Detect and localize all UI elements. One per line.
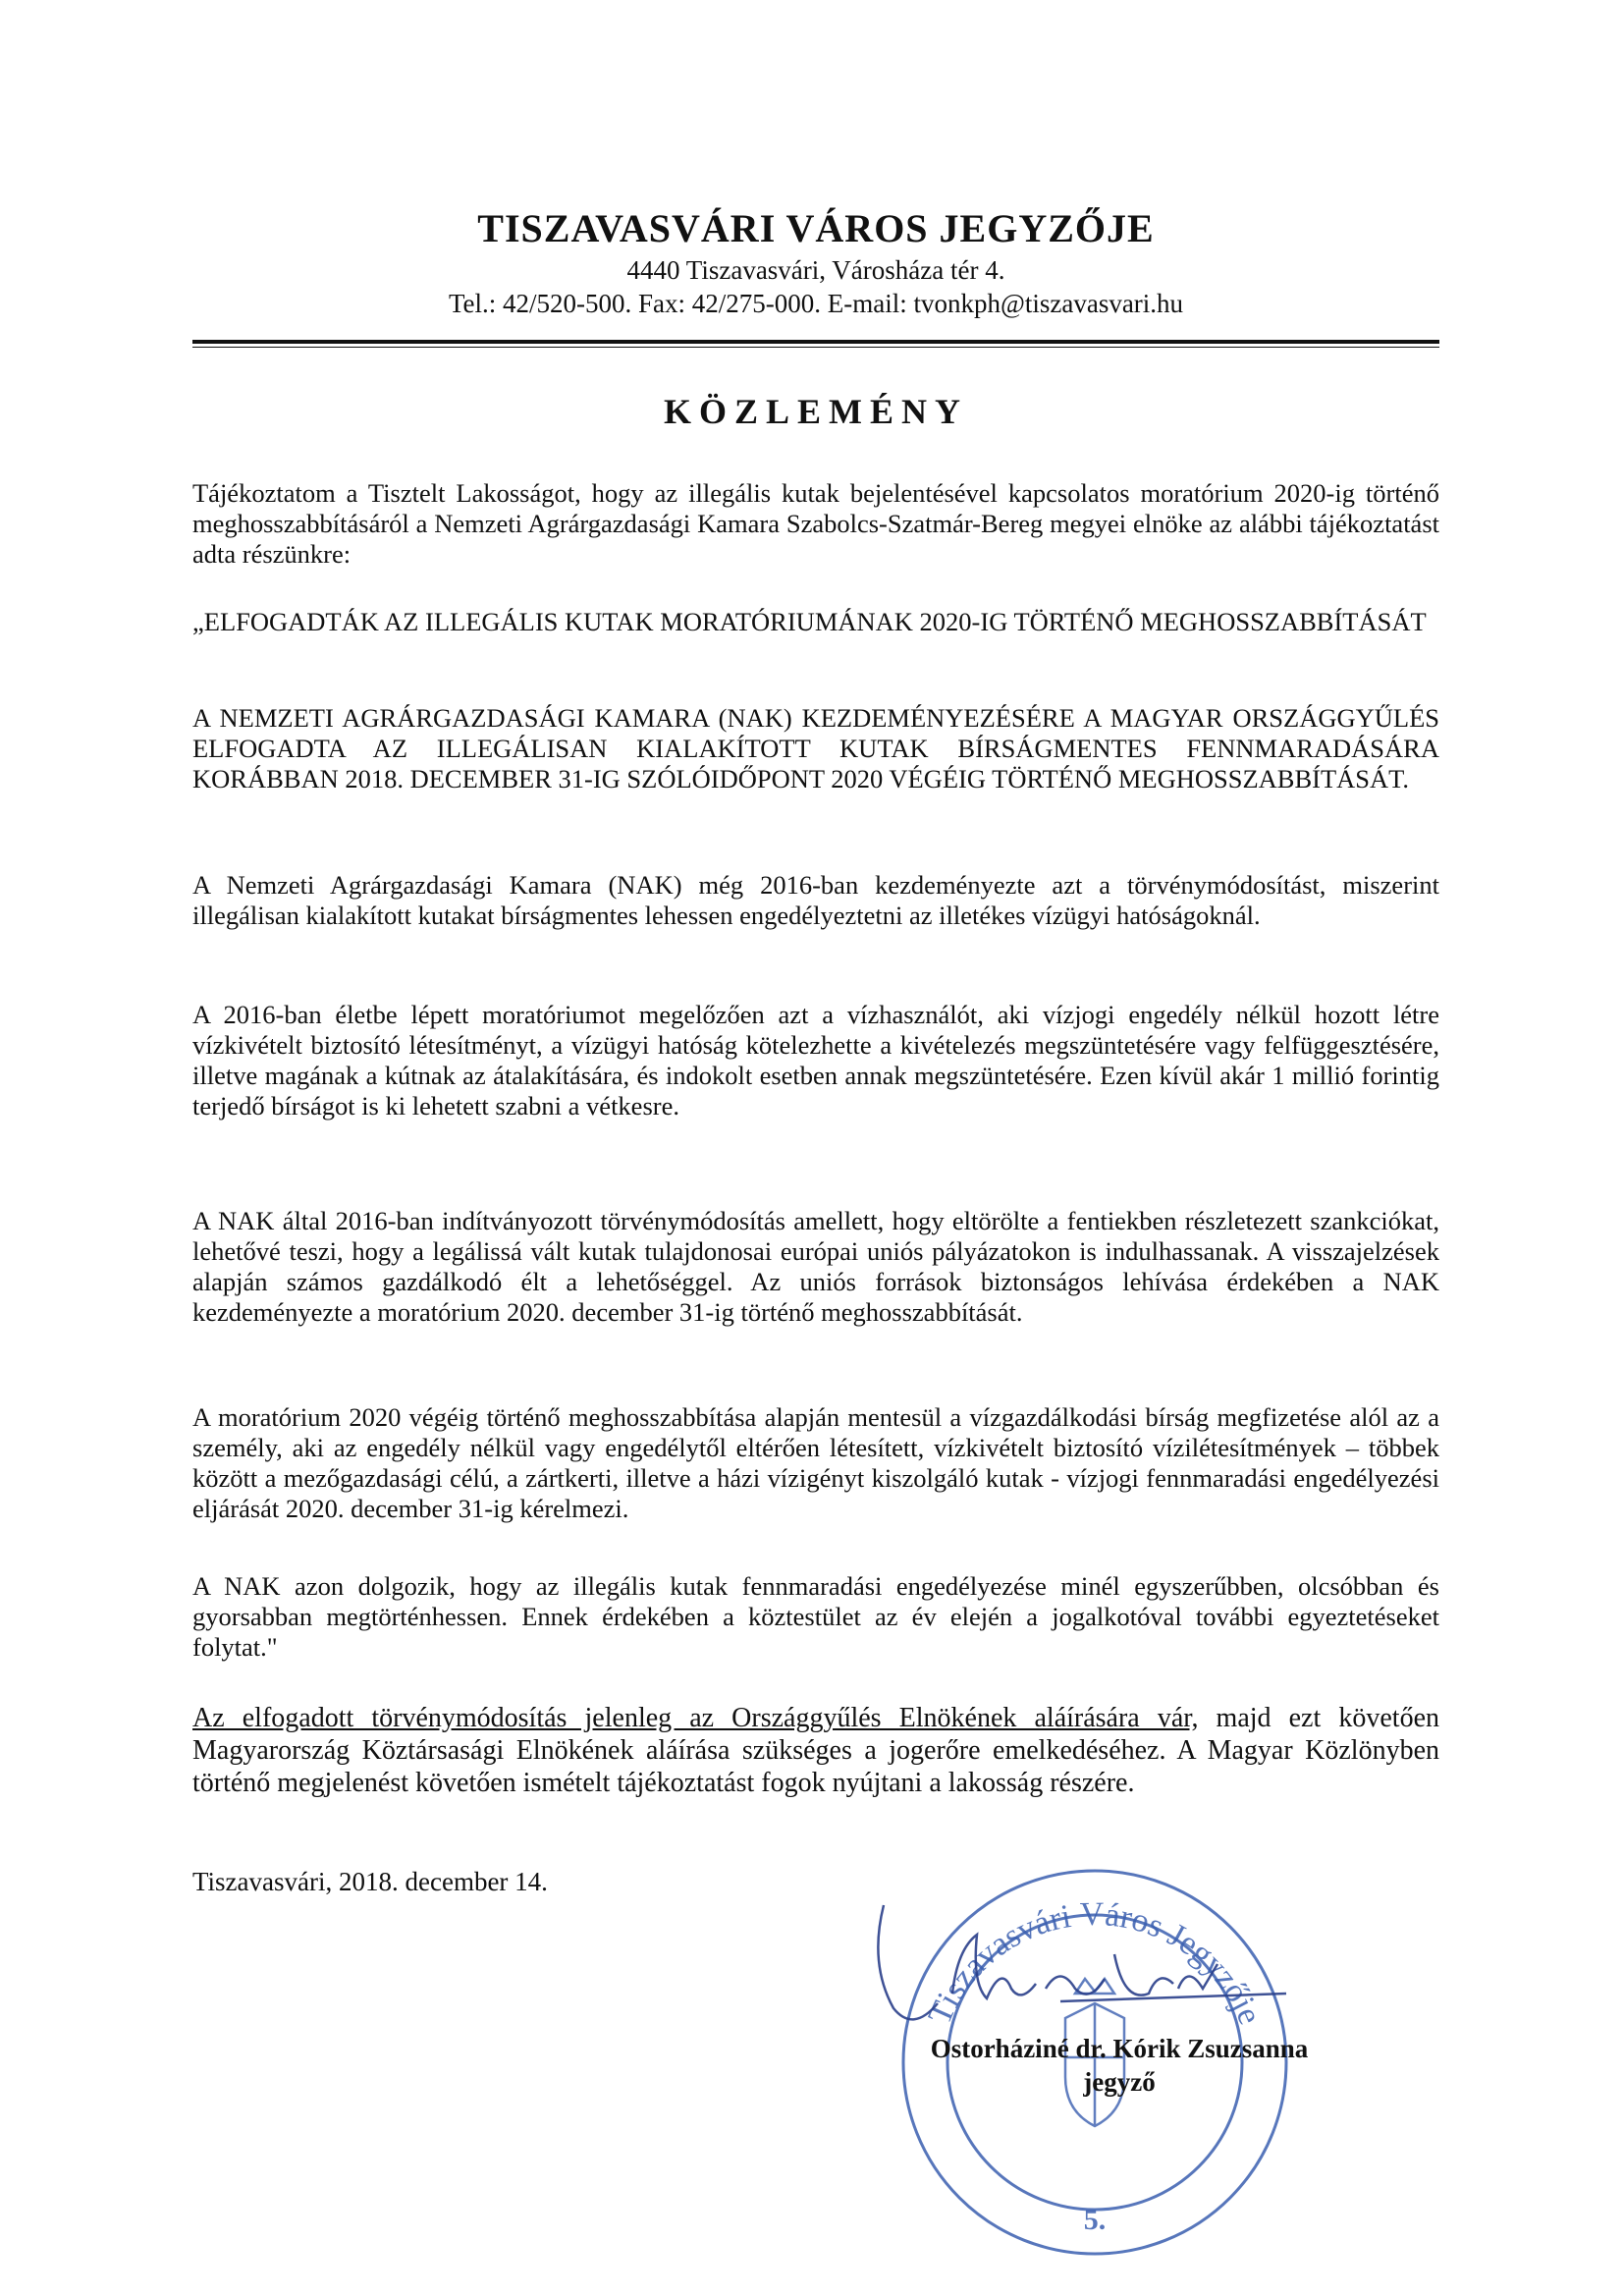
paragraph-amendment: A NAK által 2016-ban indítványozott törvénymódosítás amellett, hogy eltörölte a fentiekben részletezett szankciókat, lehetővé teszi, hogy a legálissá vált kutak tulajdonosai európai uniós pályázatokon is indulhassanak. A visszajelzések alapján számos gazdálkodó élt a lehetőséggel. Az uniós források biztonságos lehívása érdekében a NAK kezdeményezte a moratórium 2020. december 31-ig történő meghosszabbítását. [192, 1206, 1439, 1327]
document-title: KÖZLEMÉNY [663, 392, 969, 431]
handwritten-signature [864, 1895, 1296, 2043]
paragraph-prior-sanctions: A 2016-ban életbe lépett moratóriumot megelőzően azt a vízhasználót, aki vízjogi engedély nélkül hozott létre vízkivételt biztosító létesítményt, a vízügyi hatóság kötelezhette a kivételezés megszüntetésére vagy felfüggesztésére, illetve magának a kútnak az átalakítására, és indokolt esetben annak megszüntetésére. Ezen kívül akár 1 millió forintig terjedő bírságot is ki lehetett szabni a vétkesre. [192, 1000, 1439, 1121]
paragraph-intro: Tájékoztatom a Tisztelt Lakosságot, hogy az illegális kutak bejelentésével kapcsolatos moratórium 2020-ig történő meghosszabbításáról a Nemzeti Agrárgazdasági Kamara Szabolcs-Szatmár-Bereg megyei elnöke az alábbi tájékoztatást adta részünkre: [192, 478, 1439, 569]
paragraph-caps-summary: A NEMZETI AGRÁRGAZDASÁGI KAMARA (NAK) KEZDEMÉNYEZÉSÉRE A MAGYAR ORSZÁGGYŰLÉS ELFOGADTA AZ ILLEGÁLISAN KIALAKÍTOTT KUTAK BÍRSÁGMENTES FENNMARADÁSÁRA KORÁBBAN 2018. DECEMBER 31-IG SZÓLÓIDŐPONT 2020 VÉGÉIG TÖRTÉNŐ MEGHOSSZABBÍTÁSÁT. [192, 703, 1439, 793]
header-rule-thin [192, 347, 1439, 348]
org-address: 4440 Tiszavasvári, Városháza tér 4. [626, 255, 1005, 285]
letterhead [192, 204, 1439, 320]
place-and-date: Tiszavasvári, 2018. december 14. [192, 1867, 548, 1896]
signatory-role: jegyző [1083, 2067, 1156, 2097]
paragraph-nak-2016: A Nemzeti Agrárgazdasági Kamara (NAK) még 2016-ban kezdeményezte azt a törvénymódosítást, miszerint illegálisan kialakított kutakat bírságmentes lehessen engedélyeztetni az illetékes vízügyi hatóságoknál. [192, 870, 1439, 930]
header-rule [192, 340, 1439, 344]
paragraph-headline: „ELFOGADTÁK AZ ILLEGÁLIS KUTAK MORATÓRIUMÁNAK 2020-IG TÖRTÉNŐ MEGHOSSZABBÍTÁSÁT [192, 607, 1427, 636]
org-title: TISZAVASVÁRI VÁROS JEGYZŐJE [477, 206, 1155, 250]
org-contact: Tel.: 42/520-500. Fax: 42/275-000. E-mail: tvonkph@tiszavasvari.hu [448, 289, 1184, 318]
status-text-rest: majd ezt követően Magyarország Köztársasági Elnökének aláírása szükséges a jogerőre emelkedéséhez. A Magyar Közlönyben történő megjelenést követően ismételt tájékoztatást fogok nyújtani a lakosság részére. [192, 1703, 1439, 1798]
underlined-status-text: Az elfogadott törvénymódosítás jelenleg az Országgyűlés Elnökének aláírására vár, [192, 1703, 1199, 1733]
paragraph-status [192, 1702, 1439, 1799]
seal-number: 5. [1083, 2204, 1107, 2236]
seal-text: Tiszavasvári Város Jegyzője [921, 1895, 1269, 2030]
paragraph-extension: A moratórium 2020 végéig történő meghosszabbítása alapján mentesül a vízgazdálkodási bírság megfizetése alól az a személy, aki az engedély nélkül vagy engedélytől eltérően létesített, vízkivételt biztosító vízilétesítmények – többek között a mezőgazdasági célú, a zártkerti, illetve a házi vízigényt kiszolgáló kutak - vízjogi fennmaradási engedélyezési eljárását 2020. december 31-ig kérelmezi. [192, 1402, 1439, 1523]
paragraph-nak-work: A NAK azon dolgozik, hogy az illegális kutak fennmaradási engedélyezése minél egyszerűbben, olcsóbban és gyorsabban megtörténhessen. Ennek érdekében a köztestület az év elején a jogalkotóval további egyeztetéseket folytat." [192, 1571, 1439, 1662]
signatory-name: Ostorháziné dr. Kórik Zsuzsanna [930, 2034, 1309, 2063]
